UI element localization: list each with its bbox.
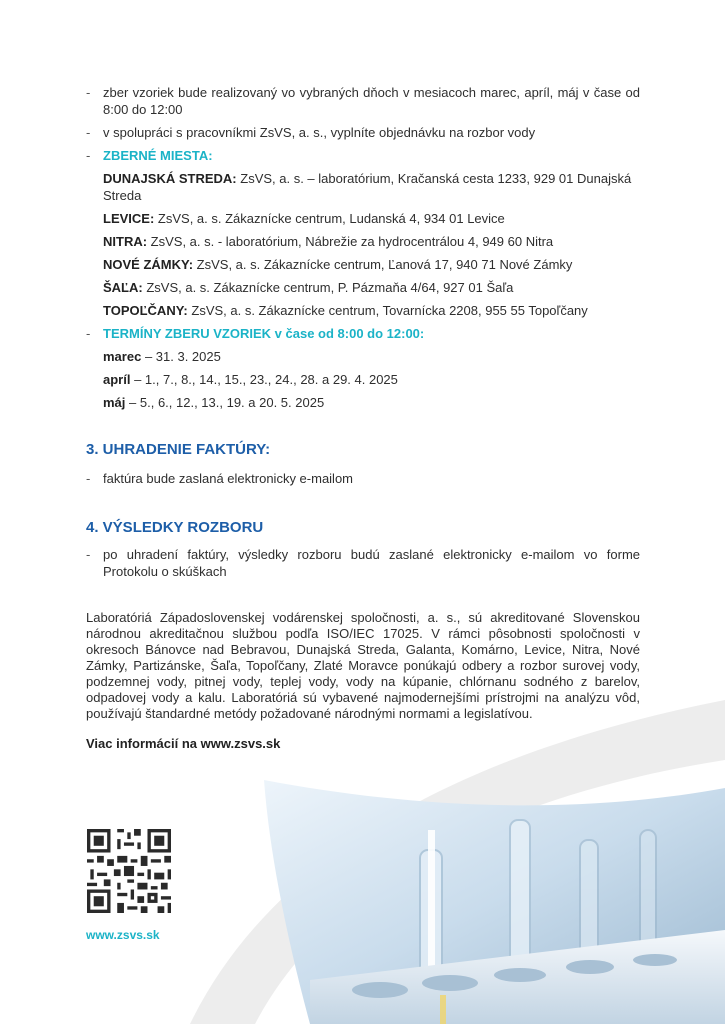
collection-date: [86, 371, 640, 388]
section-heading-invoice: 3. UHRADENIE FAKTÚRY:: [86, 441, 271, 458]
collection-date: [86, 394, 640, 411]
list-item: - zber vzoriek bude realizovaný vo vybraných dňoch v mesiacoch marec, apríl, máj v čase od 8:00 do 12:00: [86, 85, 640, 117]
collection-date-days: – 5., 6., 12., 13., 19. a 20. 5. 2025: [129, 395, 325, 410]
laboratory-photo: [250, 780, 725, 1024]
list-item: - v spolupráci s pracovníkmi ZsVS, a. s., vyplníte objednávku na rozbor vody: [86, 125, 536, 140]
collection-point-address: ZsVS, a. s. Zákaznícke centrum, Ludanská 4, 934 01 Levice: [157, 211, 505, 226]
collection-point: [86, 233, 640, 250]
collection-points-heading: ZBERNÉ MIESTA:: [103, 148, 213, 163]
invoice-bullet: faktúra bude zaslaná elektronicky e-mailom: [103, 471, 354, 486]
list-item: - faktúra bude zaslaná elektronicky e-mailom: [86, 471, 354, 486]
collection-point-address: ZsVS, a. s. Zákaznícke centrum, Tovarnícka 2208, 955 55 Topoľčany: [191, 303, 588, 318]
list-item: - ZBERNÉ MIESTA:: [86, 148, 213, 163]
collection-bullet-1: zber vzoriek bude realizovaný vo vybraných dňoch v mesiacoch marec, apríl, máj v čase od 8:00 do 12:00: [103, 85, 640, 117]
collection-point-city: NOVÉ ZÁMKY:: [103, 257, 194, 272]
list-item: - TERMÍNY ZBERU VZORIEK v čase od 8:00 do 12:00:: [86, 326, 425, 341]
collection-date: [86, 348, 640, 365]
collection-point-address: ZsVS, a. s. – laboratórium, Kračanská cesta 1233, 929 01 Dunajská Streda: [103, 171, 632, 203]
collection-point-address: ZsVS, a. s. Zákaznícke centrum, P. Pázmaňa 4/64, 927 01 Šaľa: [146, 280, 514, 295]
collection-date-month: marec: [103, 349, 142, 364]
list-item: - po uhradení faktúry, výsledky rozboru budú zaslané elektronicky e-mailom vo forme Protokolu o skúškach: [86, 547, 640, 579]
collection-point: [86, 302, 640, 319]
collection-date-days: – 1., 7., 8., 14., 15., 23., 24., 28. a 29. 4. 2025: [134, 372, 398, 387]
collection-point: [86, 279, 640, 296]
collection-point: [86, 170, 640, 204]
collection-dates-heading: TERMÍNY ZBERU VZORIEK v čase od 8:00 do 12:00:: [103, 326, 425, 341]
section-heading-results: 4. VÝSLEDKY ROZBORU: [86, 519, 264, 536]
collection-point-address: ZsVS, a. s. - laboratórium, Nábrežie za hydrocentrálou 4, 949 60 Nitra: [150, 234, 554, 249]
results-bullet: po uhradení faktúry, výsledky rozboru budú zaslané elektronicky e-mailom vo forme Protokolu o skúškach: [103, 547, 640, 579]
collection-date-month: máj: [103, 395, 126, 410]
collection-bullet-2: v spolupráci s pracovníkmi ZsVS, a. s., vyplníte objednávku na rozbor vody: [103, 125, 536, 140]
qr-code[interactable]: [87, 829, 171, 913]
collection-point-city: LEVICE:: [103, 211, 155, 226]
collection-date-days: – 31. 3. 2025: [144, 349, 221, 364]
collection-point-city: ŠAĽA:: [103, 280, 143, 295]
main-content: [86, 84, 640, 752]
collection-point-city: NITRA:: [103, 234, 148, 249]
collection-date-month: apríl: [103, 372, 131, 387]
more-info-link[interactable]: Viac informácií na www.zsvs.sk: [86, 736, 281, 751]
collection-point: [86, 210, 640, 227]
collection-point-city: DUNAJSKÁ STREDA:: [103, 171, 237, 186]
collection-point-address: ZsVS, a. s. Zákaznícke centrum, Ľanová 17, 940 71 Nové Zámky: [196, 257, 573, 272]
collection-point: [86, 256, 640, 273]
collection-point-city: TOPOĽČANY:: [103, 303, 188, 318]
footer-website-link[interactable]: www.zsvs.sk: [86, 928, 160, 942]
about-paragraph: Laboratóriá Západoslovenskej vodárenskej spoločnosti, a. s., sú akreditované Slovenskou národnou akreditačnou službou podľa ISO/IEC 17025. V rámci pôsobnosti spoločnosti v okresoch Bánovce nad Bebravou, Dunajská Streda, Galanta, Komárno, Levice, Nitra, Nové Zámky, Partizánske, Šaľa, Topoľčany, Zlaté Moravce ponúkajú odbery a rozbor surovej vody, podzemnej vody, pitnej vody, teplej vody, vody na kúpanie, chlórnanu sodného z barelov, odpadovej vody a kalu. Laboratóriá sú vybavené najmodernejšími prístrojmi na analýzu vôd, používajú štandardné metódy požadované národnými normami a legislatívou.: [86, 610, 640, 721]
